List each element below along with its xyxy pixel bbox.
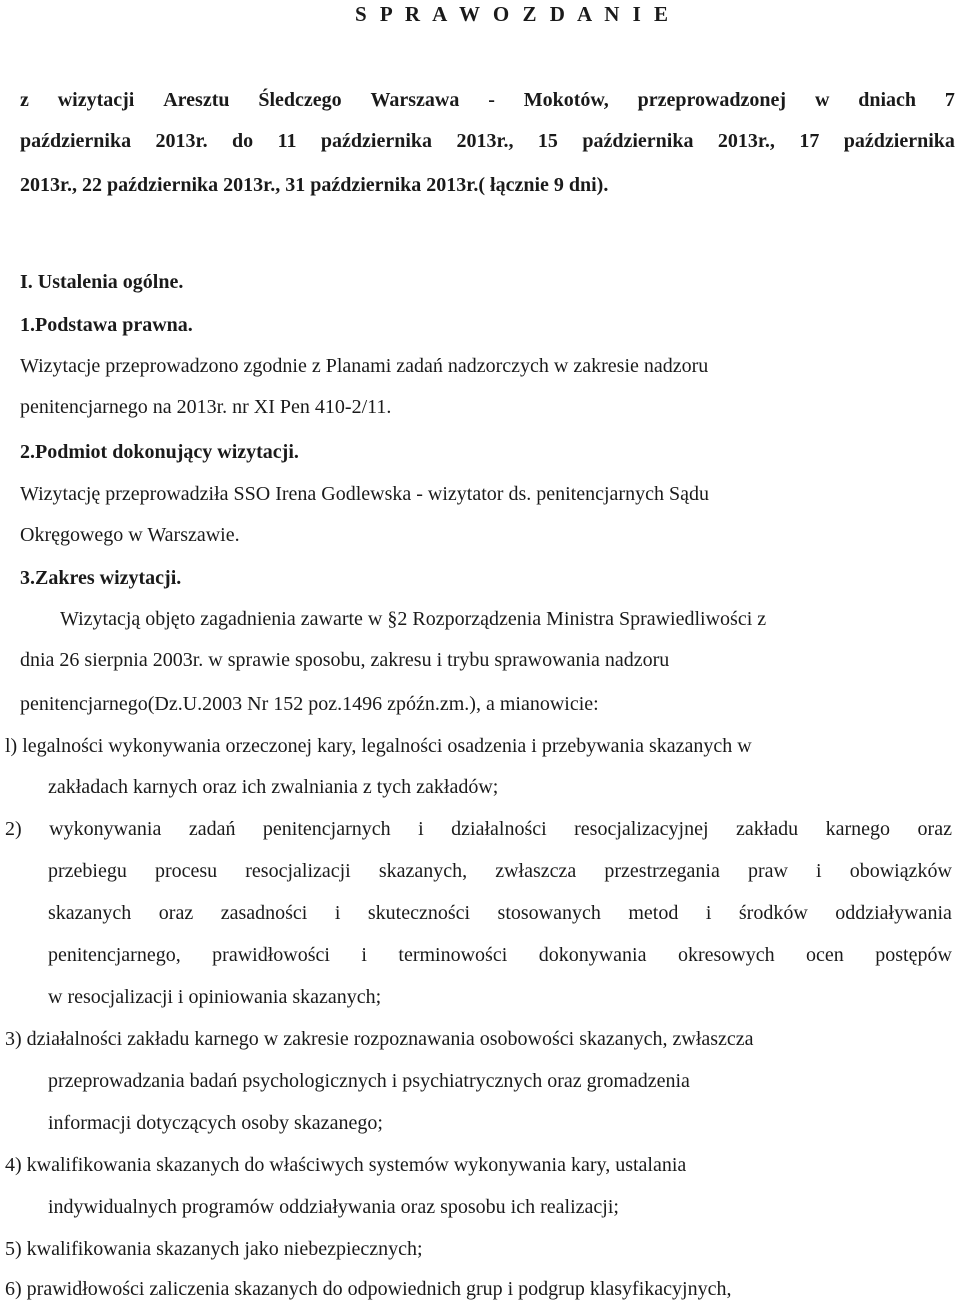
- subsection-heading-inspector: 2.Podmiot dokonujący wizytacji.: [20, 441, 299, 463]
- word: obowiązków: [849, 860, 952, 882]
- word: skazanych,: [378, 860, 468, 882]
- word: procesu: [154, 860, 218, 882]
- paragraph-line: Wizytacje przeprowadzono zgodnie z Planami zadań nadzorczych w zakresie nadzoru: [20, 355, 709, 377]
- paragraph-line: penitencjarnego(Dz.U.2003 Nr 152 poz.1496 zpóźn.zm.), a mianowicie:: [20, 693, 599, 715]
- word: resocjalizacji: [245, 860, 351, 882]
- word: stosowanych: [497, 902, 601, 924]
- word: metod: [628, 902, 679, 924]
- word: Śledczego: [258, 89, 342, 111]
- word: zasadności: [220, 902, 308, 924]
- list-item-1-line: l) legalności wykonywania orzeczonej kary, legalności osadzenia i przebywania skazanych w: [5, 735, 752, 757]
- word: zwłaszcza: [495, 860, 577, 882]
- list-item-6-line: 6) prawidłowości zaliczenia skazanych do odpowiednich grup i podgrup klasyfikacyjnych,: [5, 1278, 732, 1300]
- word: karnego: [825, 818, 891, 840]
- list-item-3-line: informacji dotyczących osoby skazanego;: [48, 1112, 383, 1134]
- word: Aresztu: [163, 89, 230, 111]
- word: środków: [738, 902, 808, 924]
- subsection-heading-scope: 3.Zakres wizytacji.: [20, 567, 182, 589]
- section-heading: I. Ustalenia ogólne.: [20, 271, 184, 293]
- word: penitencjarnych: [262, 818, 391, 840]
- word: zakładu: [735, 818, 799, 840]
- word: i: [418, 818, 424, 840]
- word: 7: [944, 89, 955, 111]
- paragraph-line: dnia 26 sierpnia 2003r. w sprawie sposobu, zakresu i trybu sprawowania nadzoru: [20, 649, 670, 671]
- word: dokonywania: [538, 944, 647, 966]
- paragraph-line: penitencjarnego na 2013r. nr XI Pen 410-2/11.: [20, 396, 392, 418]
- word: skazanych: [48, 902, 132, 924]
- word: przeprowadzonej: [637, 89, 787, 111]
- word: praw: [747, 860, 788, 882]
- word: postępów: [875, 944, 952, 966]
- word: 17: [799, 130, 820, 152]
- word: terminowości: [398, 944, 508, 966]
- list-item-2-line: [48, 859, 952, 883]
- word: i: [334, 902, 341, 924]
- list-item-2-line: [5, 817, 952, 841]
- word: 2013r.,: [456, 130, 514, 152]
- word: do: [232, 130, 254, 152]
- word: ocen: [806, 944, 844, 966]
- list-item-1-line: zakładach karnych oraz ich zwalniania z tych zakładów;: [48, 776, 499, 798]
- list-item-2-line: w resocjalizacji i opiniowania skazanych;: [48, 986, 382, 1008]
- word: i: [361, 944, 367, 966]
- list-item-2-line: [48, 901, 952, 925]
- paragraph-line: Okręgowego w Warszawie.: [20, 524, 240, 546]
- document-title: S P R A W O Z D A N I E: [355, 2, 673, 26]
- intro-line-2: [20, 129, 955, 153]
- word: wizytacji: [57, 89, 135, 111]
- paragraph-line: Wizytacją objęto zagadnienia zawarte w §2 Rozporządzenia Ministra Sprawiedliwości z: [60, 608, 767, 630]
- word: resocjalizacyjnej: [574, 818, 709, 840]
- intro-line-3: 2013r., 22 października 2013r., 31 października 2013r.( łącznie 9 dni).: [20, 174, 609, 196]
- paragraph-line: Wizytację przeprowadziła SSO Irena Godlewska - wizytator ds. penitencjarnych Sądu: [20, 483, 709, 505]
- word: i: [816, 860, 822, 882]
- word: przebiegu: [48, 860, 127, 882]
- word: 2013r.: [155, 130, 208, 152]
- list-item-4-line: indywidualnych programów oddziaływania oraz sposobu ich realizacji;: [48, 1196, 619, 1218]
- word: skuteczności: [367, 902, 471, 924]
- word: z: [20, 89, 29, 111]
- word: 2): [5, 818, 22, 840]
- list-item-4-line: 4) kwalifikowania skazanych do właściwych systemów wykonywania kary, ustalania: [5, 1154, 687, 1176]
- word: października: [582, 130, 694, 152]
- word: oddziaływania: [835, 902, 952, 924]
- word: i: [705, 902, 712, 924]
- word: -: [488, 89, 495, 111]
- word: działalności: [451, 818, 547, 840]
- list-item-3-line: przeprowadzania badań psychologicznych i psychiatrycznych oraz gromadzenia: [48, 1070, 690, 1092]
- word: 15: [537, 130, 558, 152]
- word: października: [20, 130, 132, 152]
- word: okresowych: [677, 944, 775, 966]
- word: oraz: [158, 902, 194, 924]
- word: Warszawa: [370, 89, 460, 111]
- word: oraz: [917, 818, 952, 840]
- list-item-2-line: [48, 943, 952, 967]
- word: Mokotów,: [523, 89, 609, 111]
- intro-line-1: [20, 88, 955, 112]
- word: dniach: [858, 89, 917, 111]
- list-item-5-line: 5) kwalifikowania skazanych jako niebezpiecznych;: [5, 1238, 423, 1260]
- word: października: [320, 130, 433, 152]
- word: zadań: [188, 818, 236, 840]
- word: października: [843, 130, 955, 152]
- list-item-3-line: 3) działalności zakładu karnego w zakresie rozpoznawania osobowości skazanych, zwłaszcza: [5, 1028, 754, 1050]
- word: przestrzegania: [604, 860, 720, 882]
- word: prawidłowości: [212, 944, 330, 966]
- word: 2013r.,: [717, 130, 775, 152]
- word: penitencjarnego,: [48, 944, 181, 966]
- word: 11: [277, 130, 297, 152]
- word: w: [814, 89, 830, 111]
- word: wykonywania: [49, 818, 162, 840]
- subsection-heading-legal-basis: 1.Podstawa prawna.: [20, 314, 193, 336]
